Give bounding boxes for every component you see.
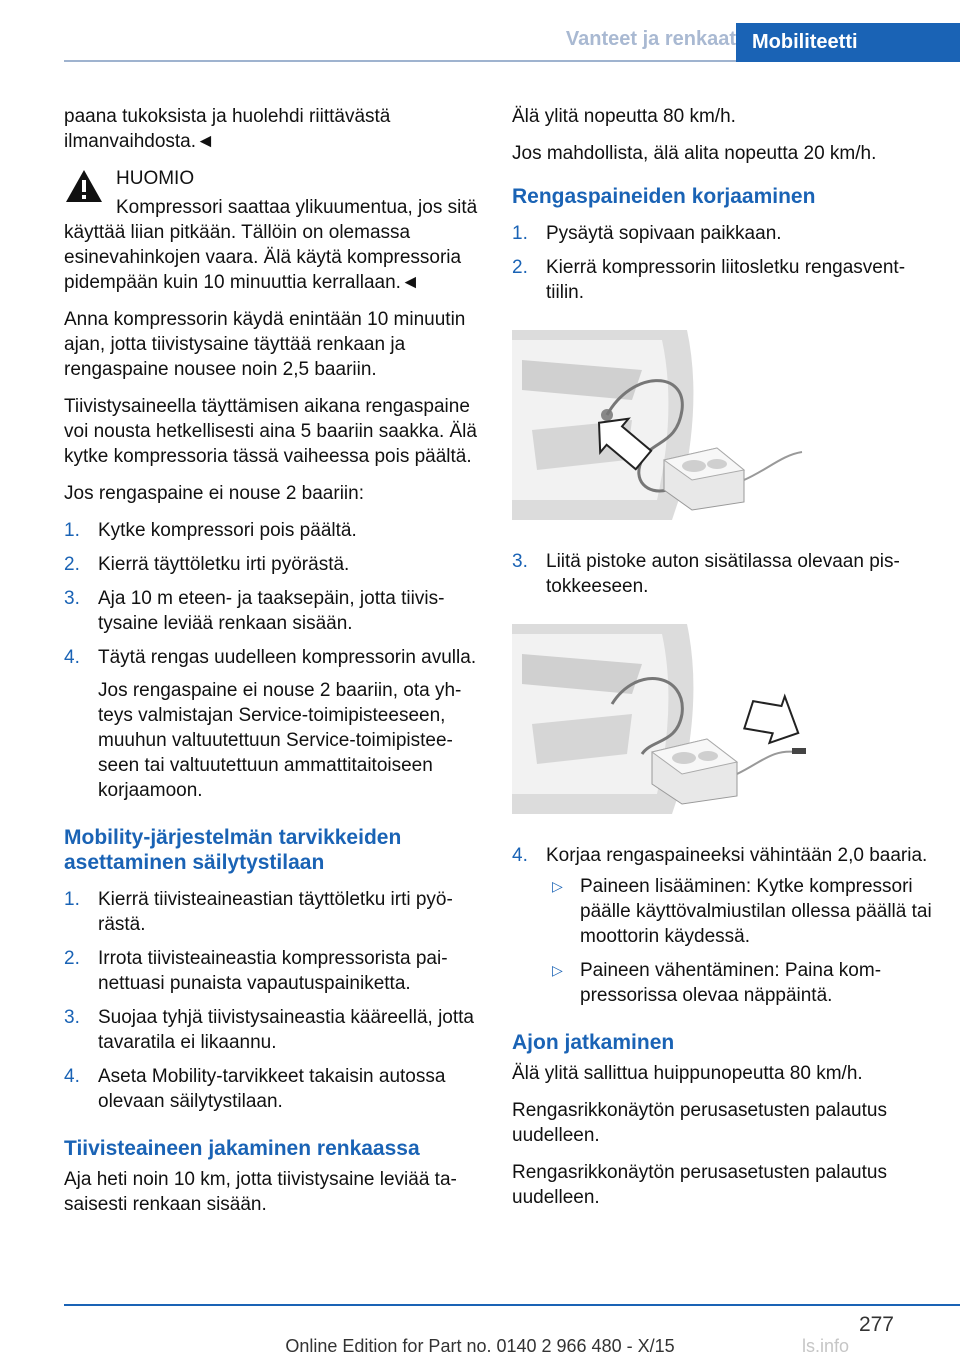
list-item: 1. Kytke kompressori pois päältä. (64, 520, 357, 541)
paragraph: Tiivistysaineella täyttämisen aikana rengaspaine voi nousta hetkellisesti aina 5 baariin saakka. Älä kytke kompressoria tässä vaiheessa pois päältä. (64, 396, 477, 467)
page-number: 277 (858, 1313, 894, 1336)
list-item: 4. Täytä rengas uudelleen kompressorin avulla. Jos rengaspaine ei nouse 2 baariin, ota yhteys valmistajan Service-toimipisteeseen, muuhun valtuutettuun Service-toimipisteeseen tai valtuutettuun ammattitaitoiseen korjaamoon. (64, 647, 477, 801)
paragraph: Älä ylitä sallittua huippunopeutta 80 km/h. (512, 1063, 863, 1084)
triangle-bullet-icon: ▷ (552, 878, 563, 894)
heading-distribute: Tiivisteaineen jakaminen renkaassa (64, 1137, 420, 1160)
edition-footer: Online Edition for Part no. 0140 2 966 480 - X/15 ls.info (285, 1336, 850, 1356)
list-item: 3. Liitä pistoke auton sisätilassa olevaan pistokkeeseen. (512, 551, 900, 597)
footer-rule (64, 1304, 960, 1306)
storage-steps-list (64, 887, 480, 1114)
warning-block (64, 166, 480, 295)
left-column (64, 104, 480, 1229)
section-title: Vanteet ja renkaat (565, 28, 736, 50)
paragraph: Älä ylitä nopeutta 80 km/h. (512, 106, 736, 127)
right-column (512, 104, 932, 1222)
warning-triangle-icon (64, 168, 104, 204)
warning-title: HUOMIO (116, 168, 195, 189)
paragraph: Rengasrikkonäytön perusasetusten palautus uudelleen. (512, 1100, 887, 1146)
chapter-tab: Mobiliteetti (736, 23, 960, 62)
repair-steps-list-final (512, 843, 932, 1008)
list-item: 2. Kierrä kompressorin liitosletku rengasventtiilin. (512, 257, 906, 303)
watermark: ls.info (802, 1336, 850, 1356)
intro-paragraph: paana tukoksista ja huolehdi riittävästä ilmanvaihdosta.◄ (64, 106, 391, 152)
list-item: 1. Kierrä tiivisteaineastian täyttöletku irti pyörästä. (64, 889, 453, 935)
paragraph: Jos mahdollista, älä alita nopeutta 20 km/h. (512, 143, 877, 164)
list-item: 1. Pysäytä sopivaan paikkaan. (512, 223, 782, 244)
list-item: 3. Suojaa tyhjä tiivistysaineastia kääreellä, jotta tavaratila ei likaannu. (64, 1007, 474, 1053)
warning-text: Kompressori saattaa ylikuumentua, jos sitä käyttää liian pitkään. Tällöin on olemassa esinevahinkojen vaara. Älä käytä kompressoria pidempään kuin 10 minuuttia kerrallaan.◄ (64, 197, 478, 293)
repair-steps-list-continued (512, 549, 932, 599)
list-item: 2. Kierrä täyttöletku irti pyörästä. (64, 554, 350, 575)
bullet-item: ▷ Paineen lisääminen: Kytke kompressori päälle käyttövalmiustilan ollessa päällä tai moottorin käydessä. (552, 876, 932, 947)
list-item: 4. Aseta Mobility-tarvikkeet takaisin autossa olevaan säilytystilaan. (64, 1066, 446, 1112)
heading-repair: Rengaspaineiden korjaaminen (512, 185, 816, 208)
paragraph: Aja heti noin 10 km, jotta tiivistysaine leviää tasaisesti renkaan sisään. (64, 1169, 457, 1215)
list-item: 3. Aja 10 m eteen- ja taaksepäin, jotta tiivistysaine leviää renkaan sisään. (64, 588, 445, 634)
paragraph: Jos rengaspaine ei nouse 2 baariin: (64, 483, 364, 504)
pressure-steps-list (64, 518, 480, 803)
list-item: 2. Irrota tiivisteaineastia kompressorista painettuasi punaista vapautuspainiketta. (64, 948, 448, 994)
heading-storage: Mobility-järjestelmän tarvikkeiden asettaminen säilytystilaan (64, 826, 402, 874)
list-item: 4. Korjaa rengaspaineeksi vähintään 2,0 baaria. ▷ Paineen lisääminen: Kytke kompressori päälle käyttövalmiustilan ollessa päällä tai moottorin käydessä. ▷ Paineen vähentäminen: Paina kompressorissa olevaa näppäintä. (512, 845, 932, 1006)
pressure-adjust-list (546, 874, 932, 1008)
bullet-item: ▷ Paineen vähentäminen: Paina kompressorissa olevaa näppäintä. (552, 960, 882, 1006)
paragraph: Rengasrikkonäytön perusasetusten palautus uudelleen. (512, 1162, 887, 1208)
figure-valve-connection (512, 330, 812, 520)
figure-power-connection (512, 624, 812, 814)
repair-steps-list (512, 221, 932, 305)
heading-continue: Ajon jatkaminen (512, 1031, 675, 1054)
triangle-bullet-icon: ▷ (552, 962, 563, 978)
paragraph: Anna kompressorin käydä enintään 10 minuutin ajan, jotta tiivistysaine täyttää renkaan ja rengaspaine nousee noin 2,5 baariin. (64, 309, 466, 380)
